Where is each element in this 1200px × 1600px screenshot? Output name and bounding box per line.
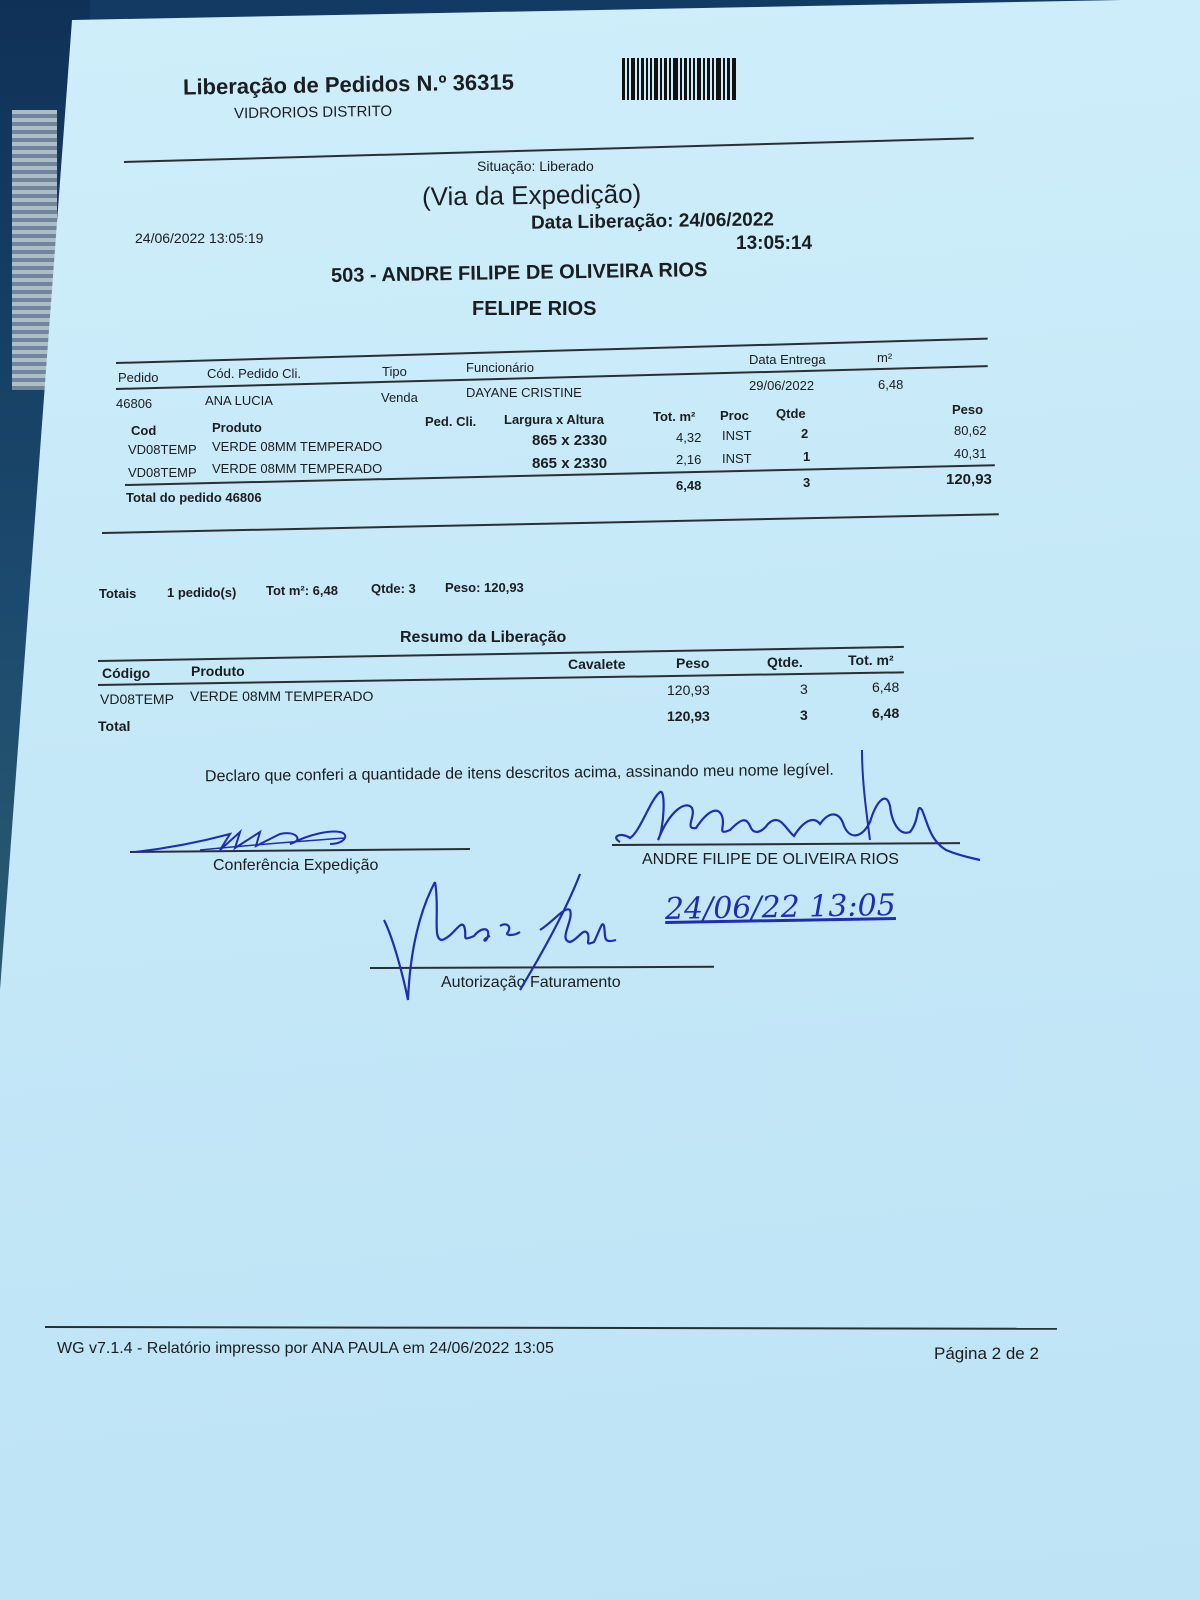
summary-header-codigo: Código bbox=[102, 665, 151, 681]
col-header-qtde: Qtde bbox=[776, 406, 806, 421]
summary-title: Resumo da Liberação bbox=[400, 629, 567, 646]
item-tot-m2: 2,16 bbox=[676, 452, 702, 467]
conferencia-label: Conferência Expedição bbox=[213, 857, 379, 874]
printed-timestamp: 24/06/2022 13:05:19 bbox=[135, 230, 264, 246]
release-date: Data Liberação: 24/06/2022 bbox=[530, 209, 775, 234]
item-code: VD08TEMP bbox=[128, 442, 197, 457]
col-header-proc: Proc bbox=[720, 408, 749, 423]
order-type: Venda bbox=[381, 390, 418, 405]
totals-weight: Peso: 120,93 bbox=[445, 580, 524, 595]
summary-total-m2: 6,48 bbox=[872, 705, 900, 721]
item-code: VD08TEMP bbox=[128, 465, 197, 480]
item-dimensions: 865 x 2330 bbox=[532, 455, 608, 472]
summary-code: VD08TEMP bbox=[100, 691, 174, 707]
order-delivery-date: 29/06/2022 bbox=[749, 378, 815, 393]
item-tot-m2: 4,32 bbox=[676, 430, 702, 445]
col-header-peso: Peso bbox=[952, 402, 984, 417]
item-proc: INST bbox=[722, 428, 752, 443]
footer-printed-by: WG v7.1.4 - Relatório impresso por ANA PAULA em 24/06/2022 13:05 bbox=[57, 1340, 554, 1357]
summary-header-peso: Peso bbox=[676, 655, 710, 671]
summary-weight: 120,93 bbox=[667, 682, 710, 698]
col-header-pedido: Pedido bbox=[118, 370, 159, 385]
copy-label: (Via da Expedição) bbox=[421, 178, 642, 212]
autorizacao-label: Autorização Faturamento bbox=[441, 974, 621, 991]
totals-label: Totais bbox=[99, 586, 137, 601]
client-alias: FELIPE RIOS bbox=[472, 298, 597, 320]
summary-header-tot-m2: Tot. m² bbox=[848, 652, 894, 668]
col-header-data-entrega: Data Entrega bbox=[749, 352, 826, 367]
order-total-qtde: 3 bbox=[803, 475, 811, 490]
totals-m2: Tot m²: 6,48 bbox=[266, 583, 338, 598]
barcode bbox=[622, 58, 770, 100]
status-label: Situação: Liberado bbox=[477, 158, 594, 174]
document-title: Liberação de Pedidos N.º 36315 bbox=[182, 69, 515, 100]
summary-total-qtde: 3 bbox=[800, 707, 808, 723]
item-qtde: 1 bbox=[803, 449, 811, 464]
summary-product: VERDE 08MM TEMPERADO bbox=[190, 688, 374, 704]
divider bbox=[102, 513, 999, 534]
col-header-produto: Produto bbox=[212, 420, 262, 435]
item-product: VERDE 08MM TEMPERADO bbox=[212, 461, 383, 476]
order-total-label: Total do pedido 46806 bbox=[126, 490, 262, 505]
summary-total-label: Total bbox=[98, 718, 131, 734]
summary-header-produto: Produto bbox=[191, 663, 245, 679]
item-product: VERDE 08MM TEMPERADO bbox=[212, 439, 383, 454]
summary-total-weight: 120,93 bbox=[667, 708, 710, 724]
col-header-tipo: Tipo bbox=[382, 364, 407, 379]
col-header-cod: Cod bbox=[131, 423, 157, 438]
col-header-m2: m² bbox=[877, 350, 893, 365]
order-number: 46806 bbox=[116, 396, 153, 411]
col-header-ped-cli: Ped. Cli. bbox=[425, 414, 477, 429]
col-header-cod-cli: Cód. Pedido Cli. bbox=[207, 366, 301, 381]
col-header-dims: Largura x Altura bbox=[504, 412, 604, 427]
totals-qtde: Qtde: 3 bbox=[371, 581, 416, 596]
item-peso: 40,31 bbox=[954, 446, 987, 461]
item-peso: 80,62 bbox=[954, 423, 987, 438]
summary-qtde: 3 bbox=[800, 681, 808, 697]
col-header-tot-m2: Tot. m² bbox=[653, 409, 696, 424]
order-employee: DAYANE CRISTINE bbox=[466, 385, 582, 400]
client-name: 503 - ANDRE FILIPE DE OLIVEIRA RIOS bbox=[330, 259, 708, 287]
divider bbox=[116, 338, 988, 364]
order-client-code: ANA LUCIA bbox=[205, 393, 273, 408]
order-m2: 6,48 bbox=[878, 377, 904, 392]
col-header-funcionario: Funcionário bbox=[466, 360, 534, 375]
item-dimensions: 865 x 2330 bbox=[532, 432, 608, 449]
page-indicator: Página 2 de 2 bbox=[934, 1344, 1039, 1363]
summary-header-qtde: Qtde. bbox=[767, 654, 803, 670]
handwritten-datetime: 24/06/22 13:05 bbox=[664, 887, 897, 928]
totals-orders: 1 pedido(s) bbox=[167, 585, 237, 600]
signature-client bbox=[600, 740, 1000, 880]
client-signature-label: ANDRE FILIPE DE OLIVEIRA RIOS bbox=[642, 851, 899, 868]
item-proc: INST bbox=[722, 451, 752, 466]
summary-header-cavalete: Cavalete bbox=[568, 656, 626, 672]
order-total-m2: 6,48 bbox=[676, 478, 702, 493]
order-total-peso: 120,93 bbox=[946, 471, 992, 488]
declaration-text: Declaro que conferi a quantidade de itens descritos acima, assinando meu nome legível. bbox=[204, 761, 834, 786]
item-qtde: 2 bbox=[801, 426, 809, 441]
company-name: VIDRORIOS DISTRITO bbox=[233, 102, 393, 123]
release-time: 13:05:14 bbox=[736, 233, 813, 254]
signature-conferencia bbox=[130, 820, 360, 860]
footer-divider bbox=[45, 1326, 1057, 1330]
signature-autorizacao bbox=[380, 870, 640, 1010]
summary-m2: 6,48 bbox=[872, 679, 900, 695]
